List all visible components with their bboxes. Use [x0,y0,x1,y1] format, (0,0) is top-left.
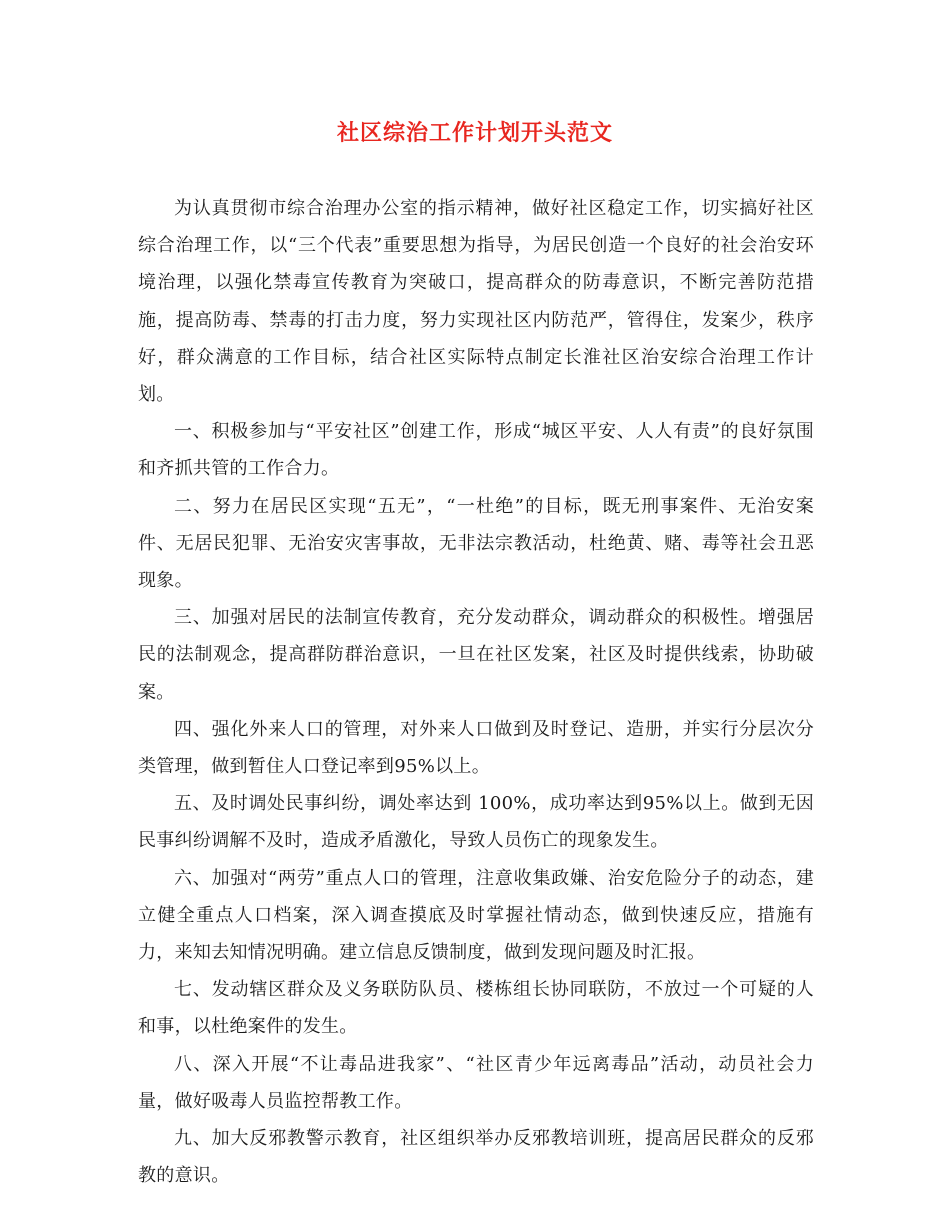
paragraph-item-3: 三、加强对居民的法制宣传教育，充分发动群众，调动群众的积极性。增强居民的法制观念，提高群防群治意识，一旦在社区发案，社区及时提供线索，协助破案。 [138,607,814,703]
paragraph-item-1: 一、积极参加与“平安社区”创建工作，形成“城区平安、人人有责”的良好氛围和齐抓共管的工作合力。 [138,421,814,480]
document-body [138,190,814,1194]
document-title: 社区综治工作计划开头范文 [336,120,613,146]
paragraph-item-4: 四、强化外来人口的管理，对外来人口做到及时登记、造册，并实行分层次分类管理，做到暂住人口登记率到95%以上。 [138,718,814,778]
paragraph-intro: 为认真贯彻市综合治理办公室的指示精神，做好社区稳定工作，切实搞好社区综合治理工作，以“三个代表”重要思想为指导，为居民创造一个良好的社会治安环境治理，以强化禁毒宣传教育为突破口，提高群众的防毒意识，不断完善防范措施，提高防毒、禁毒的打击力度，努力实现社区内防范严，管得住，发案少，秩序好，群众满意的工作目标，结合社区实际特点制定长淮社区治安综合治理工作计划。 [138,198,814,406]
paragraph-item-8: 八、深入开展“不让毒品进我家”、“社区青少年远离毒品”活动，动员社会力量，做好吸毒人员监控帮教工作。 [138,1053,814,1112]
paragraph-item-5: 五、及时调处民事纠纷，调处率达到 100%，成功率达到95%以上。做到无因民事纠纷调解不及时，造成矛盾激化，导致人员伤亡的现象发生。 [138,793,814,852]
paragraph-item-2: 二、努力在居民区实现“五无”，“一杜绝”的目标，既无刑事案件、无治安案件、无居民犯罪、无治安灾害事故，无非法宗教活动，杜绝黄、赌、毒等社会丑恶现象。 [138,495,814,592]
paragraph-item-6: 六、加强对“两劳”重点人口的管理，注意收集政嫌、治安危险分子的动态，建立健全重点人口档案，深入调查摸底及时掌握社情动态，做到快速反应，措施有力，来知去知情况明确。建立信息反馈制度，做到发现问题及时汇报。 [138,867,814,964]
paragraph-item-9: 九、加大反邪教警示教育，社区组织举办反邪教培训班，提高居民群众的反邪教的意识。 [138,1128,814,1187]
paragraph-item-7: 七、发动辖区群众及义务联防队员、楼栋组长协同联防，不放过一个可疑的人和事，以杜绝案件的发生。 [138,979,814,1038]
